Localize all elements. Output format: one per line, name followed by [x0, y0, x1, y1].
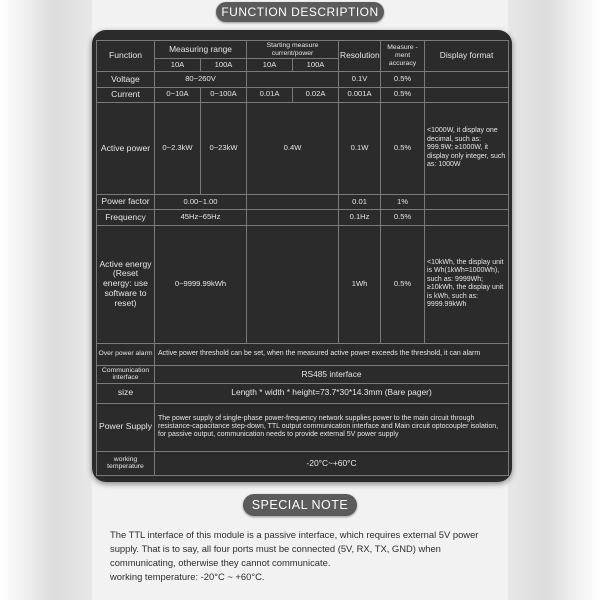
working-temperature-text: -20°C~+60°C	[155, 451, 509, 475]
voltage-start	[247, 72, 339, 87]
special-note-temperature: working temperature: -20°C ~ +60°C.	[110, 571, 265, 582]
row-active-energy	[97, 225, 509, 343]
frequency-start	[247, 210, 339, 225]
header-accuracy: Measure -ment accuracy	[381, 41, 425, 72]
header-resolution: Resolution	[339, 41, 381, 72]
frequency-accuracy: 0.5%	[381, 210, 425, 225]
size-name: size	[97, 383, 155, 403]
active-energy-format: <10kWh, the display unit is Wh(1kWh=1000Wh), such as: 9999Wh; ≥10kWh, the display unit is kWh, such as: 9999.99kWh	[425, 225, 509, 343]
working-temperature-name: working temperature	[97, 451, 155, 475]
subheader-range-100a: 100A	[201, 59, 247, 72]
row-over-power	[97, 343, 509, 365]
frequency-format	[425, 210, 509, 225]
subheader-start-100a: 100A	[293, 59, 339, 72]
header-function: Function	[97, 41, 155, 72]
special-note-text: The TTL interface of this module is a passive interface, which requires external 5V power supply. That is to say, all four ports must be connected (5V, RX, TX, GND) when communicating, otherwise they cannot communicate.	[110, 529, 479, 568]
current-format	[425, 87, 509, 102]
table-header-row	[97, 41, 509, 59]
current-range-10a: 0~10A	[155, 87, 201, 102]
background-left	[0, 0, 92, 600]
communication-text: RS485 interface	[155, 365, 509, 383]
current-start-10a: 0.01A	[247, 87, 293, 102]
background-right	[508, 0, 600, 600]
spec-panel	[92, 30, 512, 482]
power-factor-name: Power factor	[97, 194, 155, 209]
row-power-supply	[97, 403, 509, 451]
row-power-factor	[97, 194, 509, 209]
power-factor-resolution: 0.01	[339, 194, 381, 209]
power-factor-accuracy: 1%	[381, 194, 425, 209]
row-current	[97, 87, 509, 102]
size-text: Length * width * height=73.7*30*14.3mm (Bare pager)	[155, 383, 509, 403]
active-power-start: 0.4W	[247, 102, 339, 194]
over-power-name: Over power alarm	[97, 343, 155, 365]
voltage-accuracy: 0.5%	[381, 72, 425, 87]
special-note-title: SPECIAL NOTE	[243, 494, 357, 516]
spec-table	[96, 40, 509, 476]
current-range-100a: 0~100A	[201, 87, 247, 102]
active-energy-range: 0~9999.99kWh	[155, 225, 247, 343]
header-display-format: Display format	[425, 41, 509, 72]
row-size	[97, 383, 509, 403]
voltage-format	[425, 72, 509, 87]
subheader-start-10a: 10A	[247, 59, 293, 72]
frequency-range: 45Hz~65Hz	[155, 210, 247, 225]
row-communication	[97, 365, 509, 383]
power-supply-name: Power Supply	[97, 403, 155, 451]
active-energy-resolution: 1Wh	[339, 225, 381, 343]
active-power-resolution: 0.1W	[339, 102, 381, 194]
active-power-accuracy: 0.5%	[381, 102, 425, 194]
row-working-temperature	[97, 451, 509, 475]
header-starting-measure: Starting measure current/power	[247, 41, 339, 59]
power-factor-range: 0.00~1.00	[155, 194, 247, 209]
voltage-name: Voltage	[97, 72, 155, 87]
active-power-range-10a: 0~2.3kW	[155, 102, 201, 194]
power-factor-format	[425, 194, 509, 209]
communication-name: Communication interface	[97, 365, 155, 383]
header-measuring-range: Measuring range	[155, 41, 247, 59]
active-energy-accuracy: 0.5%	[381, 225, 425, 343]
subheader-range-10a: 10A	[155, 59, 201, 72]
active-energy-name: Active energy (Reset energy: use software to reset)	[97, 225, 155, 343]
special-note-body	[110, 528, 502, 584]
active-energy-start	[247, 225, 339, 343]
voltage-range: 80~260V	[155, 72, 247, 87]
active-power-range-100a: 0~23kW	[201, 102, 247, 194]
current-name: Current	[97, 87, 155, 102]
voltage-resolution: 0.1V	[339, 72, 381, 87]
active-power-format: <1000W, it display one decimal, such as: 999.9W; ≥1000W, it display only integer, such as: 1000W	[425, 102, 509, 194]
power-factor-start	[247, 194, 339, 209]
row-active-power	[97, 102, 509, 194]
function-description-title: FUNCTION DESCRIPTION	[216, 2, 384, 22]
current-resolution: 0.001A	[339, 87, 381, 102]
active-power-name: Active power	[97, 102, 155, 194]
frequency-resolution: 0.1Hz	[339, 210, 381, 225]
frequency-name: Frequency	[97, 210, 155, 225]
row-voltage	[97, 72, 509, 87]
power-supply-text: The power supply of single-phase power-frequency network supplies power to the main circuit through resistance-capacitance step-down, TTL output communication interface and Main circuit optocoupler isolation, for passive output, communication needs to provide external 5V power supply	[155, 403, 509, 451]
over-power-text: Active power threshold can be set, when the measured active power exceeds the threshold, it can alarm	[155, 343, 509, 365]
current-accuracy: 0.5%	[381, 87, 425, 102]
row-frequency	[97, 210, 509, 225]
current-start-100a: 0.02A	[293, 87, 339, 102]
